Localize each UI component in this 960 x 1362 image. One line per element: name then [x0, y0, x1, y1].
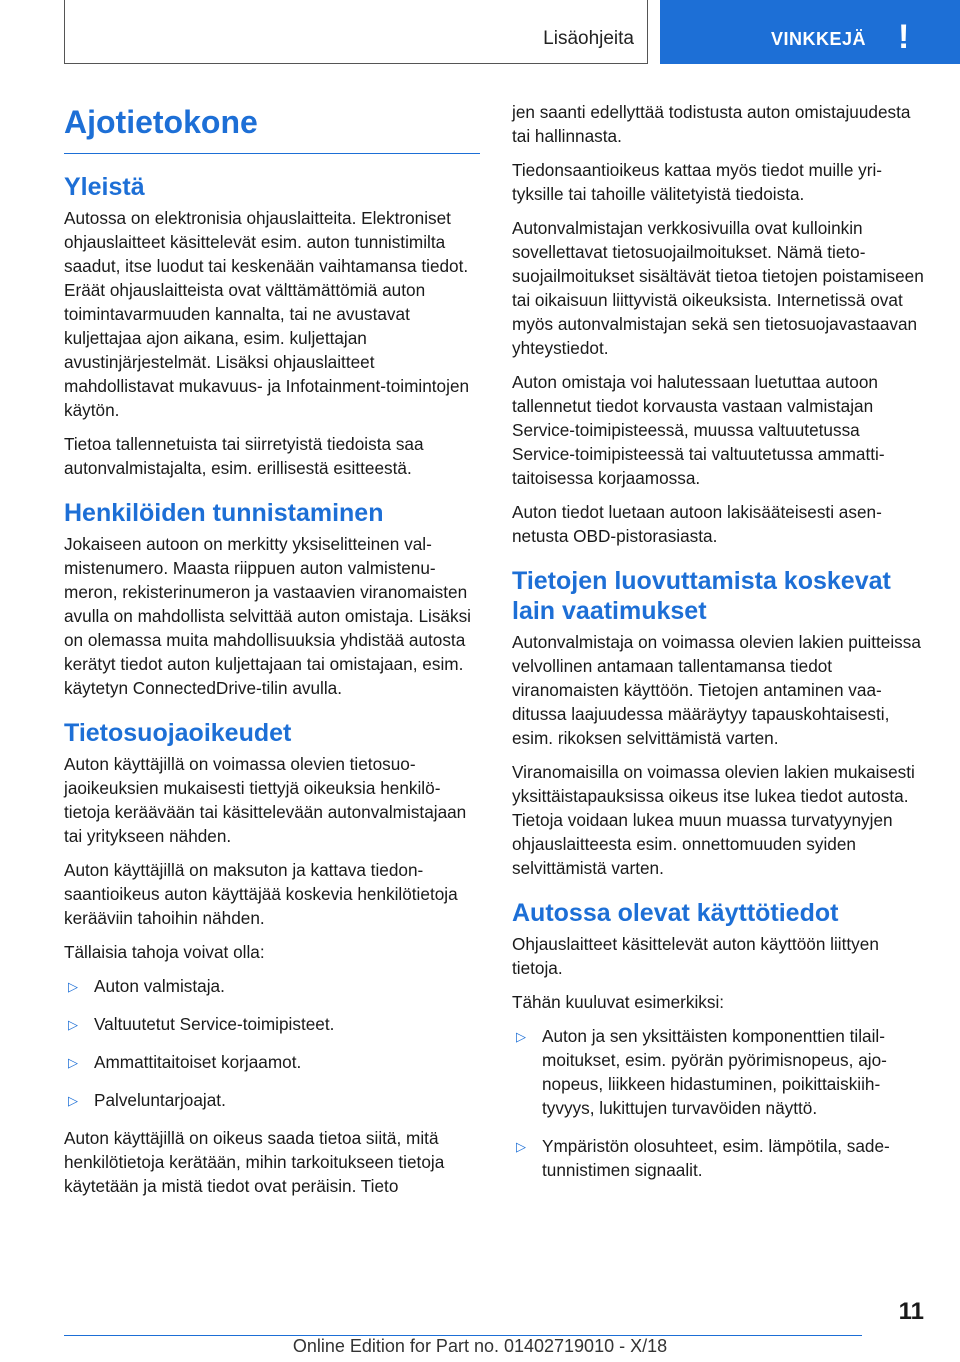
paragraph: Auton käyttäjillä on oikeus saada tietoa siitä, mitä henkilötietoja kerätään, mihin tarkoitukseen tietoja käytetään ja mistä tiedot ovat peräisin. Tieto: [64, 1128, 445, 1196]
triangle-bullet-icon: ▷: [68, 979, 78, 994]
list-item: ▷ Auton valmistaja.: [64, 974, 480, 998]
left-column: [64, 100, 480, 1208]
list-item: ▷ Ammattitaitoiset korjaamot.: [64, 1050, 480, 1074]
paragraph: Auton omistaja voi halutessaan luetuttaa autoon tallennetut tiedot korvausta vastaan valmistajan Service-toimipisteessä, muussa valtuutetussa Service-toimipisteessä tai valtuutetussa ammattitaitoisessa korjaamossa.: [512, 372, 885, 488]
right-column: [512, 100, 926, 1196]
paragraph: Jokaiseen autoon on merkitty yksiselitteinen valmistenumero. Maasta riippuen auton valmistenumeron, rekisterinumeron ja vastaavien viranomaisten avulla on mahdollista selvittää auton omistaja. Lisäksi on olemassa muita mahdollisuuksia yhdistää autosta kerätyt tiedot auton kuljettajaan tai omistajaan, esim. käytetyn ConnectedDrive-tilin avulla.: [64, 534, 471, 698]
list-item: ▷ Palveluntarjoajat.: [64, 1088, 480, 1112]
header-tab-label: VINKKEJÄ: [771, 29, 867, 49]
header-tab-vinkkeja[interactable]: [660, 0, 960, 64]
paragraph: Auton käyttäjillä on voimassa olevien tietosuojaoikeuksien mukaisesti tiettyjä oikeuksia henkilötietoja keräävään tai käsittelevään autonvalmistajaan tai yritykseen nähden.: [64, 754, 467, 846]
triangle-bullet-icon: ▷: [516, 1029, 526, 1044]
title-divider: [64, 153, 480, 154]
bullet-list: [64, 974, 480, 1112]
footer-edition: Online Edition for Part no. 01402719010 - X/18: [292, 1336, 668, 1356]
triangle-bullet-icon: ▷: [68, 1055, 78, 1070]
list-item: ▷ Ympäristön olosuhteet, esim. lämpötila, sadetunnistimen signaalit.: [516, 1136, 890, 1180]
paragraph: Tähän kuuluvat esimerkiksi:: [512, 992, 725, 1012]
paragraph: Tällaisia tahoja voivat olla:: [64, 942, 265, 962]
paragraph: Viranomaisilla on voimassa olevien lakien mukaisesti yksittäistapauksissa oikeus itse lukea tiedot autosta. Tietoja voidaan lukea muun muassa turvatyynyjen ohjauslaitteesta esim. onnettomuuden syiden selvittämistä varten.: [512, 762, 915, 878]
triangle-bullet-icon: ▷: [516, 1139, 526, 1154]
page-number: 11: [898, 1298, 924, 1325]
paragraph: Tietoa tallennetuista tai siirretyistä tiedoista saa autonvalmistajalta, esim. erillisestä esitteestä.: [64, 434, 424, 478]
heading-henkiloiden-tunnistaminen: Henkilöiden tunnistaminen: [64, 499, 384, 527]
triangle-bullet-icon: ▷: [68, 1093, 78, 1108]
list-item: ▷ Valtuutetut Service-toimipisteet.: [64, 1012, 480, 1036]
heading-tietosuojaoikeudet: Tietosuojaoikeudet: [64, 719, 292, 747]
paragraph: Auton tiedot luetaan autoon lakisääteisesti asennetusta OBD-pistorasiasta.: [512, 502, 882, 546]
paragraph: Ohjauslaitteet käsittelevät auton käyttöön liittyen tietoja.: [512, 934, 879, 978]
paragraph: jen saanti edellyttää todistusta auton omistajuudesta tai hallinnasta.: [512, 102, 911, 146]
paragraph: Autonvalmistaja on voimassa olevien lakien puitteissa velvollinen antamaan tallentamansa tiedot viranomaisten käyttöön. Tietojen antaminen vaaditussa laajuudessa määräytyy tapauskohtaisesti, esim. rikoksen selvittämistä varten.: [512, 632, 921, 748]
bullet-list: [512, 1024, 926, 1182]
paragraph: Tiedonsaantioikeus kattaa myös tiedot muille yrityksille tai tahoille välitetyistä tiedoista.: [512, 160, 883, 204]
list-item: ▷ Auton ja sen yksittäisten komponenttien tilailmoitukset, esim. pyörän pyörimisnopeus, ajonopeus, liikkeen hidastuminen, poikittaiskiihtyvyys, lukittujen turvavöiden näyttö.: [516, 1026, 887, 1118]
heading-yleista: Yleistä: [64, 173, 145, 201]
header-section-label: Lisäohjeita: [543, 28, 634, 49]
paragraph: Auton käyttäjillä on maksuton ja kattava tiedonsaantioikeus auton käyttäjää koskevia henkilötietoja kerääviin tahoihin nähden.: [64, 860, 458, 928]
exclamation-icon: !: [898, 18, 910, 56]
paragraph: Autonvalmistajan verkkosivuilla ovat kulloinkin sovellettavat tietosuojailmoitukset. Nämä tietosuojailmoitukset sisältävät tietoa tietojen poistamiseen tai oikaisuun liittyvistä oikeuksista. Internetissä ovat myös autonvalmistajan sekä sen tietosuojavastaavan yhteystiedot.: [512, 218, 924, 358]
heading-tietojen-luovuttamista: Tietojen luovuttamista koskevat lain vaatimukset: [512, 567, 891, 625]
heading-autossa-olevat-kayttotiedot: Autossa olevat käyttötiedot: [512, 899, 839, 927]
triangle-bullet-icon: ▷: [68, 1017, 78, 1032]
page-title: Ajotietokone: [64, 104, 258, 140]
paragraph: Autossa on elektronisia ohjauslaitteita. Elektroniset ohjauslaitteet käsittelevät esim. auton tunnistimilta saadut, itse luodut tai keskenään vaihtamansa tiedot. Eräät ohjauslaitteista ovat välttämättömiä auton toimintavarmuuden kannalta, tai ne avustavat kuljettajaa ajon aikana, esim. kuljettajan avustinjärjestelmät. Lisäksi ohjauslaitteet mahdollistavat mukavuus- ja Infotainment-toimintojen käytön.: [64, 208, 470, 420]
